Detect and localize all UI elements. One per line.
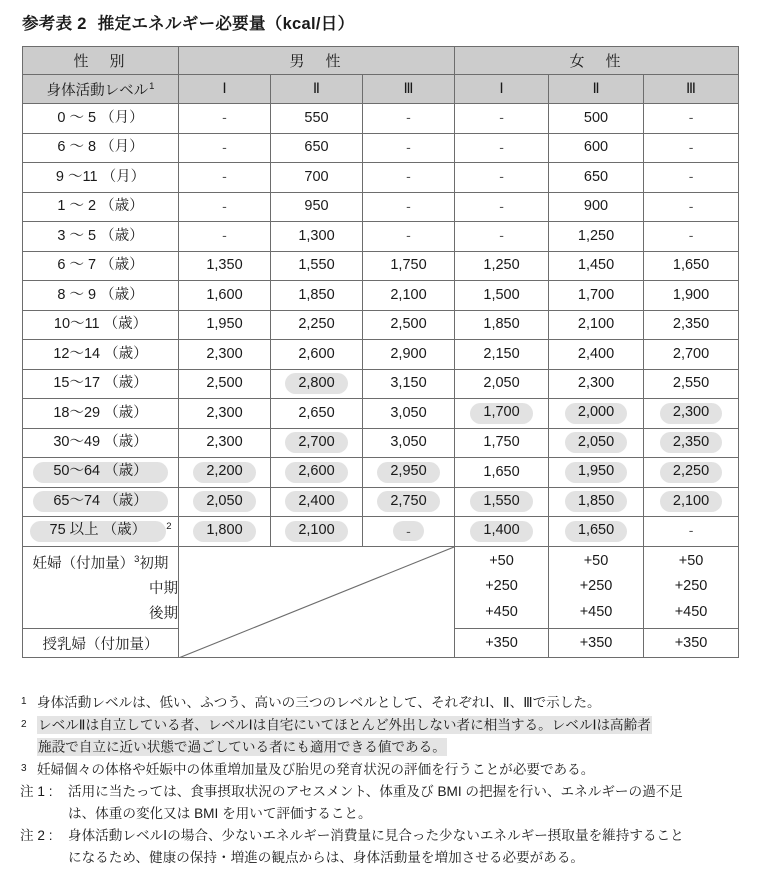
pregnancy-value-mid: +250 [579, 578, 613, 595]
cell-value: 2,300 [577, 375, 615, 392]
title-reference: 参考表 2 [22, 15, 87, 33]
cell-male-level-1 [179, 222, 271, 252]
table-row [23, 192, 739, 222]
footnote-1 [20, 692, 744, 714]
table-header [23, 47, 739, 104]
cell-male-level-1 [179, 428, 271, 458]
row-age-text: 3 ～ 5 （歳） [57, 227, 144, 244]
row-age-text: 65～74 （歳） [33, 491, 167, 512]
footnotes-section [20, 692, 744, 869]
row-age-text: 1 ～ 2 （歳） [57, 198, 144, 215]
cell-value: - [499, 138, 504, 155]
footnote-1-text: 身体活動レベルは、低い、ふつう、高いの三つのレベルとして、それぞれⅠ、Ⅱ、Ⅲで示した。 [37, 695, 601, 710]
footnote-2-text [37, 715, 744, 758]
page-title [22, 10, 354, 34]
row-age-text: 30～49 （歳） [53, 434, 148, 451]
header-male-level-1: Ⅰ [179, 75, 271, 104]
table-row [23, 517, 739, 547]
pregnancy-value-early: +50 [489, 552, 514, 569]
lactation-value-level-3: +350 [644, 628, 739, 658]
cell-male-level-3 [363, 428, 455, 458]
pregnancy-value-mid: +250 [674, 578, 708, 595]
cell-value: 3,150 [390, 375, 427, 392]
cell-male-level-3 [363, 133, 455, 163]
cell-value: 2,050 [565, 432, 627, 453]
cell-female-level-2 [549, 104, 644, 134]
cell-female-level-1 [455, 310, 549, 340]
cell-male-level-3 [363, 487, 455, 517]
cell-male-level-1 [179, 163, 271, 193]
cell-value: 550 [304, 109, 329, 126]
cell-female-level-3 [644, 458, 739, 488]
footnote-2-line-2: 施設で自立に近い状態で過ごしている者にも適用できる値である。 [38, 739, 446, 754]
row-age-label [23, 310, 179, 340]
cell-male-level-2 [271, 487, 363, 517]
cell-value: - [688, 138, 694, 155]
cell-value: 900 [583, 198, 609, 215]
note-2-text [68, 825, 744, 868]
cell-female-level-2 [549, 399, 644, 429]
cell-male-level-2 [271, 399, 363, 429]
cell-value: 1,250 [483, 257, 520, 274]
cell-female-level-3 [644, 163, 739, 193]
row-age-text: 0 ～ 5 （月） [57, 109, 144, 126]
note-1-line-2: は、体重の変化又は BMI を用いて評価すること。 [68, 805, 372, 821]
table-row [23, 310, 739, 340]
cell-value: 3,050 [390, 404, 427, 421]
cell-value: - [406, 197, 411, 214]
row-age-text: 75 以上 （歳） [30, 521, 167, 542]
cell-value: 2,600 [285, 462, 347, 483]
cell-male-level-2 [271, 310, 363, 340]
cell-male-level-1 [179, 458, 271, 488]
cell-value: 2,950 [377, 462, 439, 483]
row-age-label [23, 340, 179, 370]
row-age-text: 8 ～ 9 （歳） [57, 286, 144, 303]
cell-female-level-1 [455, 340, 549, 370]
cell-female-level-2 [549, 517, 644, 547]
cell-value: 2,800 [285, 373, 347, 394]
note-1-text [68, 781, 744, 824]
cell-value: - [499, 227, 504, 244]
activity-level-footnote-marker: 1 [149, 80, 155, 92]
lactation-value-level-2: +350 [549, 628, 644, 658]
cell-value: 2,700 [285, 432, 347, 453]
cell-female-level-3 [644, 251, 739, 281]
row-age-text: 12～14 （歳） [53, 345, 148, 362]
table-row [23, 133, 739, 163]
cell-value: 2,000 [565, 403, 627, 424]
cell-value: 2,050 [483, 375, 520, 392]
title-name: 推定エネルギー必要量 [97, 15, 266, 33]
cell-male-level-1 [179, 340, 271, 370]
cell-value: 2,300 [206, 434, 243, 451]
cell-value: - [222, 109, 227, 126]
cell-value: - [688, 522, 694, 539]
footnote-2-line-1: レベルⅡは自立している者、レベルⅠは自宅にいてほとんど外出しない者に相当する。レベルⅠは高齢者 [38, 717, 651, 733]
cell-value: 2,900 [390, 345, 427, 362]
cell-female-level-3 [644, 222, 739, 252]
pregnancy-values-level-1 [455, 546, 549, 628]
row-age-label [23, 222, 179, 252]
row-age-label [23, 281, 179, 311]
row-age-text: 9 ～11 （月） [55, 168, 146, 185]
row-age-text: 6 ～ 8 （月） [57, 139, 144, 156]
row-age-text: 10～11 （歳） [53, 316, 148, 333]
cell-value: 1,700 [577, 286, 615, 303]
cell-value: 2,750 [377, 491, 439, 512]
footnote-2 [20, 715, 744, 758]
pregnancy-stage-1: 初期 [139, 555, 169, 572]
cell-male-level-2 [271, 340, 363, 370]
cell-value: 2,100 [285, 521, 347, 542]
cell-value: 2,250 [660, 462, 722, 483]
cell-value: 2,100 [390, 286, 427, 303]
cell-value: 2,350 [660, 432, 722, 453]
cell-value: 1,550 [298, 257, 335, 274]
cell-value: - [499, 197, 504, 214]
cell-value: 1,500 [483, 286, 520, 303]
pregnancy-stage-2: 中期 [149, 580, 178, 597]
cell-female-level-2 [549, 251, 644, 281]
cell-female-level-3 [644, 192, 739, 222]
cell-value: 2,100 [660, 491, 722, 512]
cell-female-level-1 [455, 487, 549, 517]
cell-female-level-3 [644, 487, 739, 517]
cell-male-level-3 [363, 517, 455, 547]
cell-value: 2,500 [206, 375, 243, 392]
cell-value: 2,700 [672, 345, 710, 362]
cell-value: 1,900 [672, 286, 710, 303]
cell-female-level-1 [455, 251, 549, 281]
cell-male-level-3 [363, 399, 455, 429]
cell-male-level-2 [271, 281, 363, 311]
cell-male-level-1 [179, 310, 271, 340]
cell-male-level-2 [271, 192, 363, 222]
cell-value: 1,850 [483, 316, 520, 333]
pregnancy-value-late: +450 [579, 603, 613, 620]
row-age-footnote-marker: 2 [166, 520, 172, 532]
cell-female-level-3 [644, 340, 739, 370]
cell-value: 2,600 [298, 345, 335, 362]
table-row [23, 428, 739, 458]
cell-value: - [222, 227, 227, 244]
cell-male-level-1 [179, 399, 271, 429]
cell-female-level-1 [455, 458, 549, 488]
cell-value: 2,550 [672, 375, 710, 392]
footnote-3-text: 妊婦個々の体格や妊娠中の体重増加量及び胎児の発育状況の評価を行うことが必要である。 [37, 761, 595, 777]
cell-female-level-2 [549, 310, 644, 340]
header-row-activity-level [23, 75, 739, 104]
cell-value: - [222, 197, 227, 214]
table-row [23, 281, 739, 311]
row-age-label [23, 487, 179, 517]
row-age-label [23, 517, 179, 547]
row-age-text: 50～64 （歳） [33, 462, 167, 483]
estimated-energy-requirement-table [22, 46, 739, 658]
footnote-2-marker: 2 [21, 718, 27, 730]
cell-female-level-1 [455, 369, 549, 399]
cell-value: 1,400 [470, 521, 532, 542]
cell-value: 3,050 [390, 434, 427, 451]
cell-value: 1,550 [470, 491, 532, 512]
cell-value: 2,300 [660, 403, 722, 424]
cell-male-level-3 [363, 222, 455, 252]
activity-level-text: 身体活動レベル [46, 82, 149, 99]
cell-male-level-1 [179, 517, 271, 547]
cell-value: 600 [583, 139, 609, 156]
header-row-sex [23, 47, 739, 75]
cell-value: 1,650 [483, 463, 520, 480]
cell-value: - [406, 109, 411, 126]
table-row [23, 222, 739, 252]
pregnancy-label-text: 妊婦（付加量） [32, 555, 135, 572]
pregnancy-value-early: +50 [583, 552, 609, 569]
pregnancy-stage-3: 後期 [149, 606, 178, 623]
lactation-label: 授乳婦（付加量） [23, 628, 179, 658]
cell-value: 2,300 [206, 404, 243, 421]
cell-male-level-2 [271, 104, 363, 134]
cell-value: 1,450 [577, 257, 615, 274]
cell-male-level-3 [363, 251, 455, 281]
cell-value: - [499, 109, 504, 126]
cell-male-level-3 [363, 310, 455, 340]
cell-value: 2,100 [577, 316, 615, 333]
cell-value: - [688, 109, 694, 126]
not-applicable-diagonal-cell [179, 546, 455, 658]
cell-value: 1,750 [390, 257, 427, 274]
pregnancy-value-late: +450 [674, 603, 708, 620]
cell-value: 1,700 [470, 403, 532, 424]
header-male: 男 性 [179, 47, 455, 75]
row-age-text: 6 ～ 7 （歳） [57, 257, 144, 274]
table-row [23, 340, 739, 370]
header-female: 女 性 [455, 47, 739, 75]
cell-value: 1,650 [565, 521, 627, 542]
cell-value: 2,200 [193, 462, 255, 483]
pregnancy-label [23, 546, 179, 628]
cell-female-level-1 [455, 133, 549, 163]
cell-value: 500 [583, 109, 609, 126]
cell-value: 1,600 [206, 286, 243, 303]
cell-female-level-2 [549, 340, 644, 370]
cell-value: 1,650 [672, 257, 710, 274]
header-male-level-2: Ⅱ [271, 75, 363, 104]
header-sex-label: 性 別 [23, 47, 179, 75]
pregnancy-value-mid: +250 [485, 578, 518, 595]
table-row [23, 458, 739, 488]
cell-male-level-1 [179, 251, 271, 281]
cell-female-level-1 [455, 281, 549, 311]
row-age-label [23, 251, 179, 281]
cell-male-level-1 [179, 281, 271, 311]
cell-value: - [688, 197, 694, 214]
row-age-label [23, 133, 179, 163]
cell-female-level-1 [455, 222, 549, 252]
cell-male-level-3 [363, 163, 455, 193]
note-2-line-1: 身体活動レベルⅠの場合、少ないエネルギー消費量に見合った少ないエネルギー摂取量を維持すること [68, 828, 684, 843]
cell-female-level-3 [644, 517, 739, 547]
cell-female-level-2 [549, 487, 644, 517]
pregnancy-values-level-3 [644, 546, 739, 628]
lactation-value-level-1: +350 [455, 628, 549, 658]
cell-value: 2,500 [390, 316, 427, 333]
cell-male-level-2 [271, 369, 363, 399]
note-1-marker: 注 1 : [20, 784, 53, 799]
table-row [23, 369, 739, 399]
row-age-label [23, 369, 179, 399]
title-unit: （kcal/日） [265, 15, 355, 33]
cell-value: 2,150 [483, 345, 520, 362]
cell-value: 2,650 [298, 404, 335, 421]
cell-female-level-3 [644, 428, 739, 458]
cell-value: 1,350 [206, 257, 243, 274]
cell-male-level-2 [271, 222, 363, 252]
row-age-text: 15～17 （歳） [53, 375, 148, 392]
pregnancy-values-level-2 [549, 546, 644, 628]
cell-value: 650 [583, 168, 609, 185]
table-body [23, 104, 739, 658]
cell-male-level-1 [179, 369, 271, 399]
cell-value: 2,400 [285, 491, 347, 512]
footnote-3-marker: 3 [21, 762, 27, 774]
cell-male-level-1 [179, 487, 271, 517]
row-age-label [23, 428, 179, 458]
cell-value: 2,400 [577, 345, 615, 362]
cell-female-level-1 [455, 163, 549, 193]
row-age-label [23, 192, 179, 222]
cell-female-level-2 [549, 369, 644, 399]
cell-male-level-2 [271, 163, 363, 193]
cell-female-level-3 [644, 281, 739, 311]
cell-value: 1,750 [483, 434, 520, 451]
table-row [23, 104, 739, 134]
cell-female-level-3 [644, 133, 739, 163]
pregnancy-footnote-marker: 3 [134, 553, 140, 565]
cell-value: - [406, 227, 411, 244]
cell-female-level-2 [549, 281, 644, 311]
cell-value: - [499, 168, 504, 185]
cell-value: 1,850 [298, 286, 335, 303]
row-age-label [23, 163, 179, 193]
cell-female-level-3 [644, 369, 739, 399]
cell-value: - [406, 138, 411, 155]
cell-female-level-3 [644, 104, 739, 134]
cell-male-level-1 [179, 133, 271, 163]
header-female-level-2: Ⅱ [549, 75, 644, 104]
cell-value: - [222, 168, 227, 185]
cell-value: - [688, 168, 694, 185]
row-age-label [23, 104, 179, 134]
cell-male-level-2 [271, 133, 363, 163]
row-age-label [23, 458, 179, 488]
cell-female-level-3 [644, 399, 739, 429]
cell-female-level-3 [644, 310, 739, 340]
note-2-marker: 注 2 : [20, 828, 53, 843]
cell-female-level-1 [455, 517, 549, 547]
note-1 [20, 781, 744, 824]
note-2-line-2: になるため、健康の保持・増進の観点からは、身体活動量を増加させる必要がある。 [68, 849, 585, 865]
cell-value: 1,950 [565, 462, 627, 483]
cell-value: 1,300 [298, 227, 335, 244]
cell-male-level-2 [271, 517, 363, 547]
cell-female-level-1 [455, 428, 549, 458]
cell-male-level-3 [363, 104, 455, 134]
cell-value: - [406, 168, 411, 185]
cell-value: 1,850 [565, 491, 627, 512]
table-row [23, 163, 739, 193]
cell-female-level-1 [455, 399, 549, 429]
cell-value: - [393, 521, 424, 541]
cell-value: 2,250 [298, 316, 335, 333]
table-row [23, 399, 739, 429]
cell-female-level-1 [455, 104, 549, 134]
cell-female-level-2 [549, 163, 644, 193]
cell-male-level-2 [271, 251, 363, 281]
table-row-pregnancy [23, 546, 739, 628]
cell-male-level-3 [363, 458, 455, 488]
pregnancy-value-late: +450 [485, 603, 518, 620]
footnote-1-marker: 1 [21, 696, 27, 707]
cell-value: 2,300 [206, 345, 243, 362]
cell-male-level-3 [363, 340, 455, 370]
cell-value: 1,250 [577, 227, 615, 244]
header-activity-level-label [23, 75, 179, 104]
eer-table-container [22, 46, 738, 658]
cell-value: 1,800 [193, 521, 255, 542]
cell-value: 700 [304, 168, 329, 185]
cell-female-level-2 [549, 458, 644, 488]
cell-value: 650 [304, 139, 329, 156]
cell-female-level-2 [549, 222, 644, 252]
cell-male-level-3 [363, 369, 455, 399]
row-age-label [23, 399, 179, 429]
note-1-line-1: 活用に当たっては、食事摂取状況のアセスメント、体重及び BMI の把握を行い、エネルギーの過不足 [68, 784, 683, 799]
cell-value: 2,350 [672, 316, 710, 333]
cell-male-level-1 [179, 192, 271, 222]
row-age-text: 18～29 （歳） [53, 404, 148, 421]
cell-value: - [688, 227, 694, 244]
cell-value: 2,050 [193, 491, 255, 512]
cell-female-level-2 [549, 133, 644, 163]
cell-female-level-2 [549, 428, 644, 458]
pregnancy-value-early: +50 [678, 552, 704, 569]
cell-male-level-2 [271, 458, 363, 488]
cell-male-level-3 [363, 281, 455, 311]
table-row [23, 251, 739, 281]
cell-value: 1,950 [206, 316, 243, 333]
table-row [23, 487, 739, 517]
header-female-level-1: Ⅰ [455, 75, 549, 104]
cell-female-level-1 [455, 192, 549, 222]
cell-male-level-1 [179, 104, 271, 134]
header-male-level-3: Ⅲ [363, 75, 455, 104]
footnote-3 [20, 759, 744, 781]
header-female-level-3: Ⅲ [644, 75, 739, 104]
cell-value: - [222, 138, 227, 155]
cell-value: 950 [304, 198, 329, 215]
note-2 [20, 825, 744, 868]
cell-female-level-2 [549, 192, 644, 222]
cell-male-level-2 [271, 428, 363, 458]
cell-male-level-3 [363, 192, 455, 222]
